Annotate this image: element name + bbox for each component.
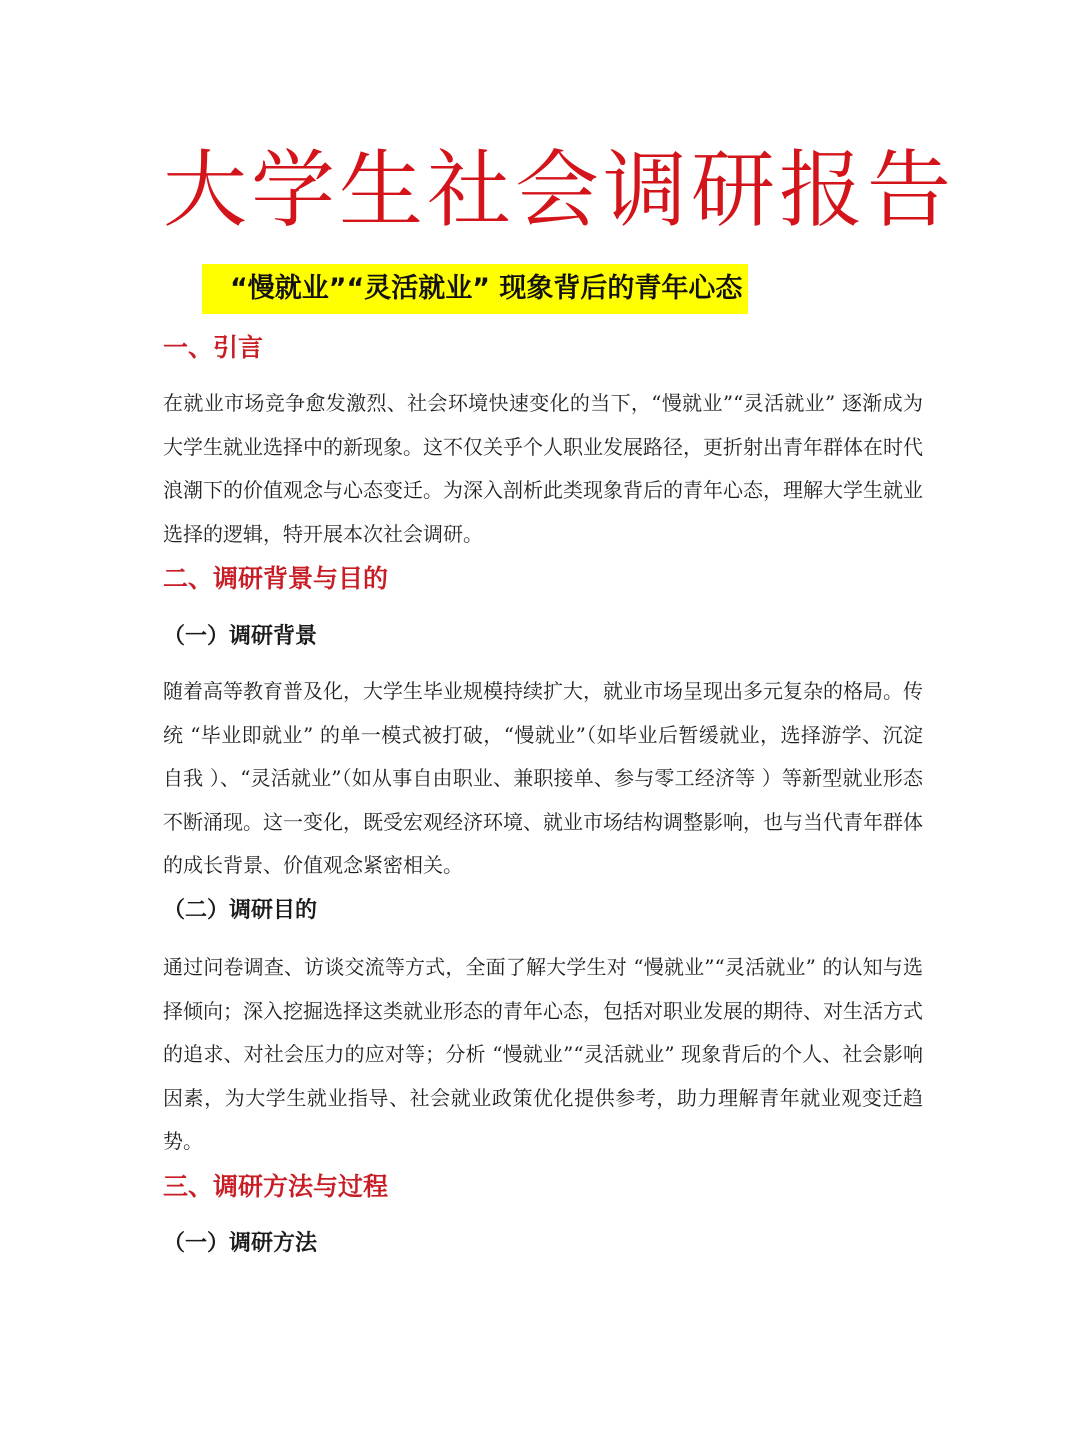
section-heading-methods-process: 三、调研方法与过程 — [163, 1172, 389, 1201]
document-title: 大学生社会调研报告 — [163, 141, 956, 239]
section-heading-introduction: 一、引言 — [163, 333, 264, 362]
section-heading-background-purpose: 二、调研背景与目的 — [163, 564, 389, 593]
subsection-heading-background: （一）调研背景 — [163, 624, 318, 649]
subsection-heading-purpose: （二）调研目的 — [163, 898, 318, 923]
introduction-paragraph: 在就业市场竞争愈发激烈、社会环境快速变化的当下，“慢就业”“灵活就业” 逐渐成为大学生就业选择中的新现象。这不仅关乎个人职业发展路径，更折射出青年群体在时代浪潮下的价值观念与心态变迁。为深入剖析此类现象背后的青年心态，理解大学生就业选择的逻辑，特开展本次社会调研。 — [163, 391, 923, 546]
subsection-heading-methods: （一）调研方法 — [163, 1231, 318, 1256]
purpose-paragraph: 通过问卷调查、访谈交流等方式，全面了解大学生对 “慢就业”“灵活就业” 的认知与选择倾向；深入挖掘选择这类就业形态的青年心态，包括对职业发展的期待、对生活方式的追求、对社会压力的应对等；分析 “慢就业”“灵活就业” 现象背后的个人、社会影响因素，为大学生就业指导、社会就业政策优化提供参考，助力理解青年就业观变迁趋势。 — [163, 955, 923, 1153]
subtitle-highlight — [202, 264, 748, 314]
document-subtitle: “慢就业”“灵活就业” 现象背后的青年心态 — [202, 264, 748, 314]
background-paragraph: 随着高等教育普及化，大学生毕业规模持续扩大，就业市场呈现出多元复杂的格局。传统 “毕业即就业” 的单一模式被打破，“慢就业”（如毕业后暂缓就业，选择游学、沉淀自我 ）、“灵活就业”（如从事自由职业、兼职接单、参与零工经济等 ）等新型就业形态不断涌现。这一变化，既受宏观经济环境、就业市场结构调整影响，也与当代青年群体的成长背景、价值观念紧密相关。 — [163, 679, 923, 877]
